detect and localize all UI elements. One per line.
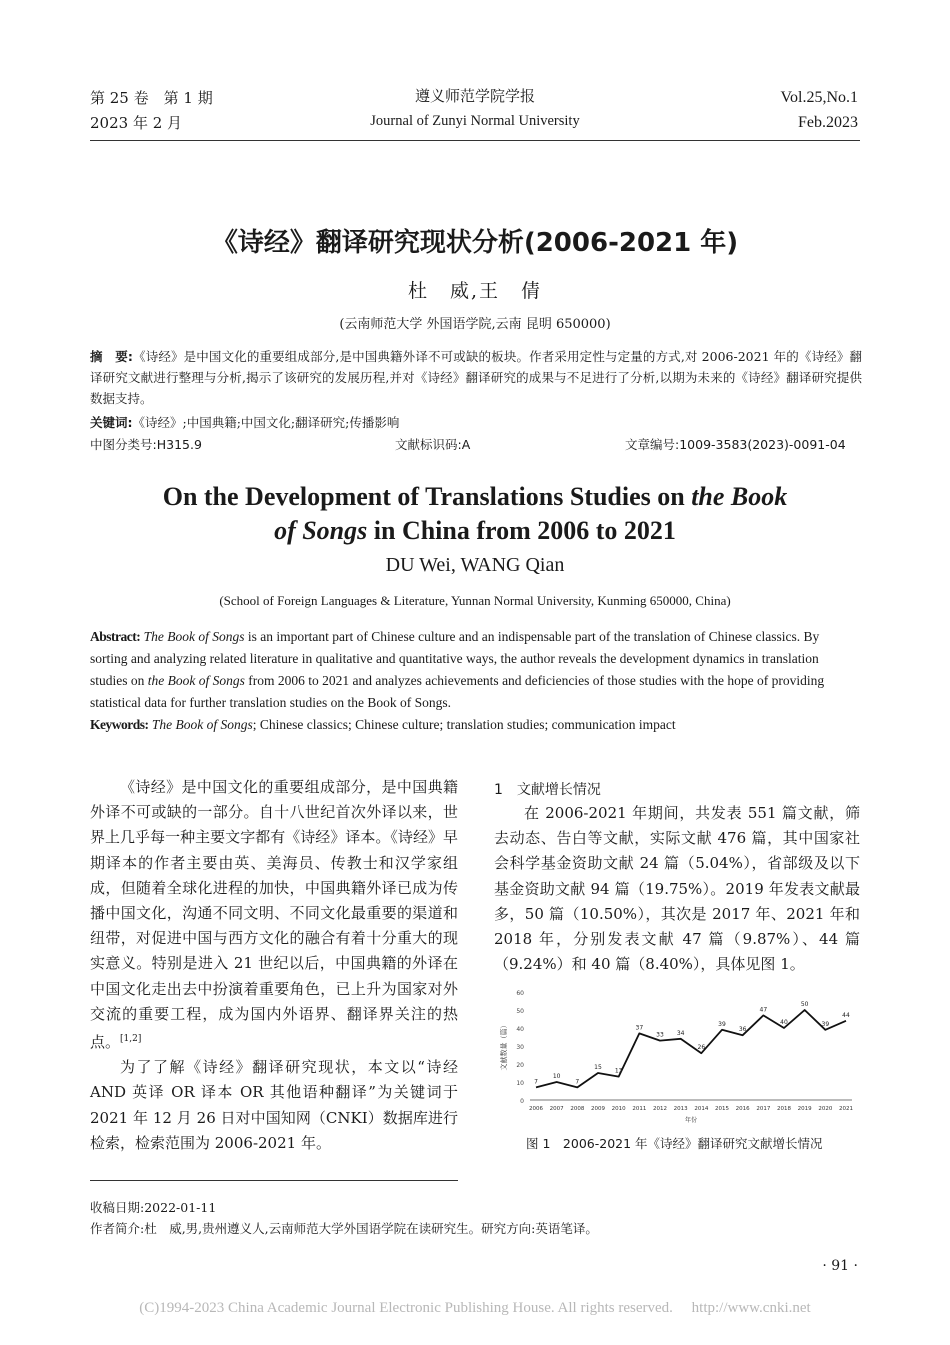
article-number: 文章编号:1009-3583(2023)-0091-04 bbox=[625, 437, 846, 452]
journal-name-en: Journal of Zunyi Normal University bbox=[370, 113, 580, 129]
abstract-cn-text: 《诗经》是中国文化的重要组成部分,是中国典籍外译不可或缺的板块。作者采用定性与定量的方式,对 2006-2021 年的《诗经》翻译研究文献进行整理与分析,揭示了该研究的发展历程,并对《诗经》翻译研究的成果与不足进行了分析,以期为未来的《诗经》翻译研究提供数据支持。 bbox=[90, 349, 863, 406]
x-axis-label: 年份 bbox=[684, 1117, 698, 1124]
header-date: 2023 年 2 月 bbox=[90, 114, 183, 132]
y-tick-label: 0 bbox=[520, 1098, 524, 1105]
title-en-line2a: of Songs bbox=[274, 516, 368, 545]
figure-caption: 图 1 2006-2021 年《诗经》翻译研究文献增长情况 bbox=[526, 1136, 823, 1151]
data-label: 10 bbox=[552, 1073, 561, 1080]
data-label: 15 bbox=[594, 1064, 602, 1071]
data-label: 39 bbox=[821, 1020, 830, 1028]
x-tick-label: 2013 bbox=[673, 1106, 688, 1112]
x-tick-label: 2017 bbox=[756, 1106, 771, 1112]
y-tick-label: 30 bbox=[516, 1044, 524, 1051]
y-tick-label: 50 bbox=[516, 1008, 524, 1015]
abstract-cn-label: 摘 要: bbox=[90, 349, 133, 364]
x-tick-label: 2009 bbox=[591, 1106, 605, 1112]
title-en-line1a: On the Development of Translations Studies on bbox=[162, 482, 692, 511]
title-en-line2b: in China from 2006 to 2021 bbox=[367, 516, 676, 545]
abstract-en bbox=[90, 626, 865, 714]
series-line bbox=[536, 1010, 846, 1087]
data-label: 50 bbox=[800, 1001, 809, 1008]
received-date bbox=[90, 1197, 216, 1218]
copyright-watermark: (C)1994-2023 China Academic Journal Electronic Publishing House. All rights reserved. http://www.cnki.net bbox=[139, 1300, 811, 1316]
data-label: 7 bbox=[575, 1078, 580, 1086]
abstract-en-line3b: from 2006 to 2021 and analyzes achievements and deficiencies of those studies with the hope of providing bbox=[244, 673, 825, 688]
x-tick-label: 2020 bbox=[818, 1106, 833, 1112]
keywords-en-text: ; Chinese classics; Chinese culture; translation studies; communication impact bbox=[252, 717, 676, 732]
clc-number: 中图分类号:H315.9 bbox=[90, 437, 202, 452]
abstract-en-italic-2: the Book of Songs bbox=[147, 673, 245, 688]
y-tick-label: 40 bbox=[516, 1026, 524, 1033]
y-tick-label: 10 bbox=[516, 1080, 524, 1087]
abstract-cn bbox=[90, 346, 862, 409]
page-number: · 91 · bbox=[822, 1258, 858, 1274]
keywords-en-italic: The Book of Songs bbox=[151, 717, 253, 732]
header-volume: 第 25 卷 第 1 期 bbox=[90, 89, 213, 107]
x-tick-label: 2010 bbox=[611, 1106, 626, 1112]
abstract-en-italic-1: The Book of Songs bbox=[143, 629, 245, 644]
abstract-en-line1: is an important part of Chinese culture and an indispensable part of the translation of Chinese classics. By bbox=[244, 629, 820, 644]
x-tick-label: 2018 bbox=[777, 1106, 791, 1112]
keywords-cn bbox=[90, 412, 399, 433]
keywords-en bbox=[90, 714, 676, 736]
y-axis-label: 文献数量（篇） bbox=[500, 1021, 508, 1071]
data-label: 13 bbox=[614, 1067, 623, 1075]
x-tick-label: 2019 bbox=[797, 1106, 812, 1112]
journal-name-cn: 遵义师范学院学报 bbox=[414, 87, 535, 105]
x-tick-label: 2015 bbox=[715, 1106, 729, 1112]
header-date-en: Feb.2023 bbox=[798, 114, 858, 131]
section-heading: 1 文献增长情况 bbox=[494, 782, 601, 798]
data-label: 33 bbox=[656, 1031, 664, 1039]
title-cn: 《诗经》翻译研究现状分析(2006-2021 年) bbox=[211, 228, 739, 258]
author-bio bbox=[90, 1218, 598, 1239]
left-paragraph-1-text: 《诗经》是中国文化的重要组成部分，是中国典籍外译不可或缺的一部分。自十八世纪首次外译以来，世界上几乎每一种主要文字都有《诗经》译本。《诗经》早期译本的作者主要由英、美海员、传教士和汉学家组成，但随着全球化进程的加快，中国典籍外译已成为传播中国文化，沟通不同文明、不同文化最重要的渠道和纽带，对促进中国与西方文化的融合有着十分重大的现实意义。特别是进入 21 世纪以后，中国典籍的外译在中国文化走出去中扮演着重要角色，已上升为国家对外交流的重要工程，成为国内外语界、翻译界关注的热点。 bbox=[90, 778, 458, 1052]
right-column bbox=[494, 801, 860, 977]
data-label: 36 bbox=[738, 1026, 747, 1034]
header-vol-en: Vol.25,No.1 bbox=[780, 89, 858, 106]
authors-en: DU Wei, WANG Qian bbox=[385, 554, 565, 576]
title-en bbox=[90, 480, 860, 548]
keywords-en-label: Keywords: bbox=[90, 717, 149, 732]
x-tick-label: 2016 bbox=[735, 1106, 750, 1112]
affiliation-cn: (云南师范大学 外国语学院,云南 昆明 650000) bbox=[339, 317, 611, 332]
abstract-en-line2: sorting and analyzing related literature in qualitative and quantitative ways, the author reveals the development dynamics in translation bbox=[90, 651, 819, 666]
received-date-text: 收稿日期:2022-01-11 bbox=[90, 1200, 217, 1215]
data-label: 44 bbox=[842, 1011, 850, 1019]
authors-cn: 杜 威,王 倩 bbox=[407, 280, 543, 302]
left-column bbox=[90, 775, 458, 1156]
growth-line-chart bbox=[494, 982, 860, 1132]
citation-ref: [1,2] bbox=[120, 1034, 142, 1045]
y-tick-label: 20 bbox=[516, 1062, 524, 1069]
x-tick-label: 2008 bbox=[570, 1106, 585, 1112]
affiliation-en: (School of Foreign Languages & Literature, Yunnan Normal University, Kunming 650000, China) bbox=[219, 593, 731, 608]
data-label: 34 bbox=[676, 1029, 685, 1037]
data-label: 26 bbox=[697, 1044, 706, 1052]
left-paragraph-2: 为了了解《诗经》翻译研究现状，本文以“诗经 AND 英译 OR 译本 OR 其他语种翻译”为关键词于 2021 年 12 月 26 日对中国知网（CNKI）数据库进行检索，检索范围为 2006-2021 年。 bbox=[90, 1058, 458, 1152]
x-tick-label: 2014 bbox=[694, 1106, 709, 1112]
x-tick-label: 2006 bbox=[529, 1106, 543, 1112]
document-code: 文献标识码:A bbox=[395, 437, 471, 452]
title-en-line1b: the Book bbox=[691, 482, 788, 511]
x-tick-label: 2021 bbox=[839, 1106, 853, 1112]
x-tick-label: 2011 bbox=[632, 1106, 647, 1112]
author-bio-text: 作者简介:杜 威,男,贵州遵义人,云南师范大学外国语学院在读研究生。研究方向:英语笔译。 bbox=[90, 1221, 598, 1236]
x-tick-label: 2012 bbox=[653, 1106, 667, 1112]
abstract-en-line4: statistical data for further translation studies on the Book of Songs. bbox=[90, 695, 452, 710]
data-label: 7 bbox=[534, 1078, 538, 1086]
data-label: 40 bbox=[780, 1019, 788, 1026]
data-label: 47 bbox=[759, 1006, 768, 1014]
data-label: 37 bbox=[635, 1024, 644, 1032]
keywords-cn-text: 《诗经》;中国典籍;中国文化;翻译研究;传播影响 bbox=[132, 415, 400, 430]
left-paragraph-1 bbox=[90, 775, 458, 1055]
x-tick-label: 2007 bbox=[549, 1106, 564, 1112]
right-paragraph-1: 在 2006-2021 年期间，共发表 551 篇文献，筛去动态、告白等文献，实际文献 476 篇，其中国家社会科学基金资助文献 24 篇（5.04%），省部级及以下基金资助文献 94 篇（19.75%）。2019 年发表文献最多，50 篇（10.50%），其次是 2017 年、2021 年和 2018 年，分别发表文献 47 篇（9.87%）、44 篇（9.24%）和 40 篇（8.40%），具体见图 1。 bbox=[494, 804, 860, 974]
keywords-cn-label: 关键词: bbox=[90, 415, 133, 430]
header-rule bbox=[90, 140, 860, 141]
y-tick-label: 60 bbox=[516, 990, 524, 997]
data-label: 39 bbox=[718, 1020, 726, 1028]
footnote-rule bbox=[90, 1180, 458, 1181]
abstract-en-line3a: studies on bbox=[90, 673, 148, 688]
abstract-en-label: Abstract: bbox=[90, 629, 141, 644]
